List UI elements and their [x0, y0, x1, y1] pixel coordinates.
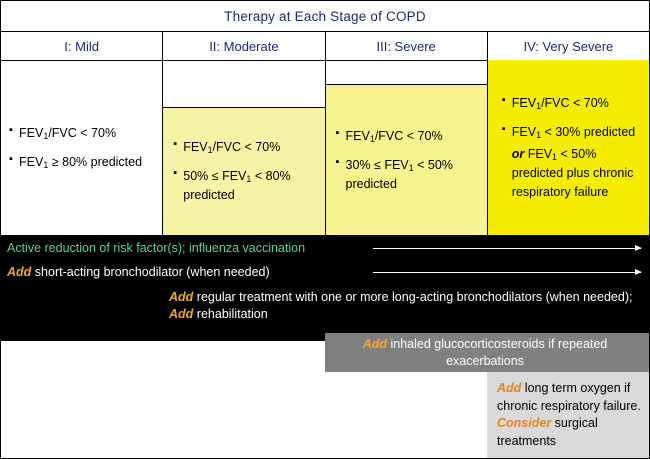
criteria-moderate-line-2: ▪ $50\% \le FEV_1 < 80\%$ predicted: [173, 167, 316, 204]
therapy-row-oxygen-label: long term oxygen if chronic respiratory failure.: [497, 381, 641, 413]
stage-header-severe: [326, 32, 488, 60]
therapy-row-long-acting-add: Add: [169, 290, 194, 304]
criteria-very-severe-line-1: ▪ $FEV_1$/FVC < 70%: [502, 94, 641, 113]
criteria-cell-very-severe: [488, 61, 649, 235]
therapy-row-risk-reduction-label: Active reduction of risk factor(s); influenza vaccination: [7, 241, 306, 255]
therapy-row-surgery-consider: Consider: [497, 416, 552, 430]
page-title: Therapy at Each Stage of COPD: [224, 8, 426, 24]
stage-header-moderate-label: II: Moderate: [209, 38, 279, 54]
stage-header-mild-label: I: Mild: [64, 38, 99, 54]
criteria-box-moderate: [163, 107, 324, 235]
criteria-cell-moderate: [163, 61, 325, 235]
therapy-row-ics-add: Add: [362, 337, 388, 351]
therapy-row-long-acting-label: regular treatment with one or more long-acting bronchodilators (when needed);: [196, 290, 633, 304]
criteria-very-severe-line-3: or $FEV_1 < 50\%$ predicted plus chronic respiratory failure: [511, 147, 634, 199]
stage-header-row: [1, 32, 649, 61]
therapy-row-long-acting: [169, 289, 639, 323]
criteria-row: [1, 61, 649, 236]
therapy-row-short-acting-add: Add: [7, 265, 32, 279]
criteria-cell-severe: [326, 61, 488, 235]
criteria-very-severe-line-2: ▪ $FEV_1 < 30\%$ predicted: [502, 123, 641, 142]
arrow-short-acting: [373, 272, 641, 273]
criteria-moderate-line-1: ▪ $FEV_1$/FVC < 70%: [173, 138, 316, 157]
stage-header-mild: [1, 32, 163, 60]
criteria-mild-line-2: ▪ $FEV_1 \ge 80\%$ predicted: [9, 153, 154, 172]
therapy-band-oxygen-surgery: [487, 372, 649, 459]
therapy-row-long-acting-label2: rehabilitation: [196, 306, 268, 321]
therapy-row-short-acting: [7, 264, 270, 281]
stage-header-severe-label: III: Severe: [376, 38, 436, 54]
therapy-row-oxygen-add: Add: [497, 381, 522, 395]
criteria-mild-line-1: ▪ $FEV_1$/FVC < 70%: [9, 124, 154, 143]
criteria-severe-line-2: ▪ $30\% \le FEV_1 < 50\%$ predicted: [336, 156, 479, 193]
criteria-box-mild: [1, 61, 162, 235]
stage-header-very-severe-label: IV: Very Severe: [523, 38, 614, 54]
therapy-row-ics-label: inhaled glucocorticosteroids if repeated exacerbations: [390, 337, 608, 368]
criteria-cell-mild: [1, 61, 163, 235]
diagram-title-bar: [1, 1, 649, 32]
therapy-band-inhaled-steroids: [325, 333, 649, 372]
therapy-row-surgery-label: surgical treatments: [497, 416, 598, 448]
criteria-box-very-severe: [488, 60, 649, 235]
stage-header-very-severe: [488, 32, 649, 60]
therapy-row-long-acting-add2: Add: [169, 306, 194, 321]
criteria-severe-line-1: ▪ $FEV_1$/FVC < 70%: [336, 127, 479, 146]
arrow-risk-reduction: [373, 248, 641, 249]
criteria-box-severe: [326, 84, 487, 235]
therapy-row-risk-reduction: [7, 240, 305, 257]
stage-header-moderate: [163, 32, 325, 60]
therapy-row-short-acting-label: short-acting bronchodilator (when needed): [34, 265, 270, 279]
